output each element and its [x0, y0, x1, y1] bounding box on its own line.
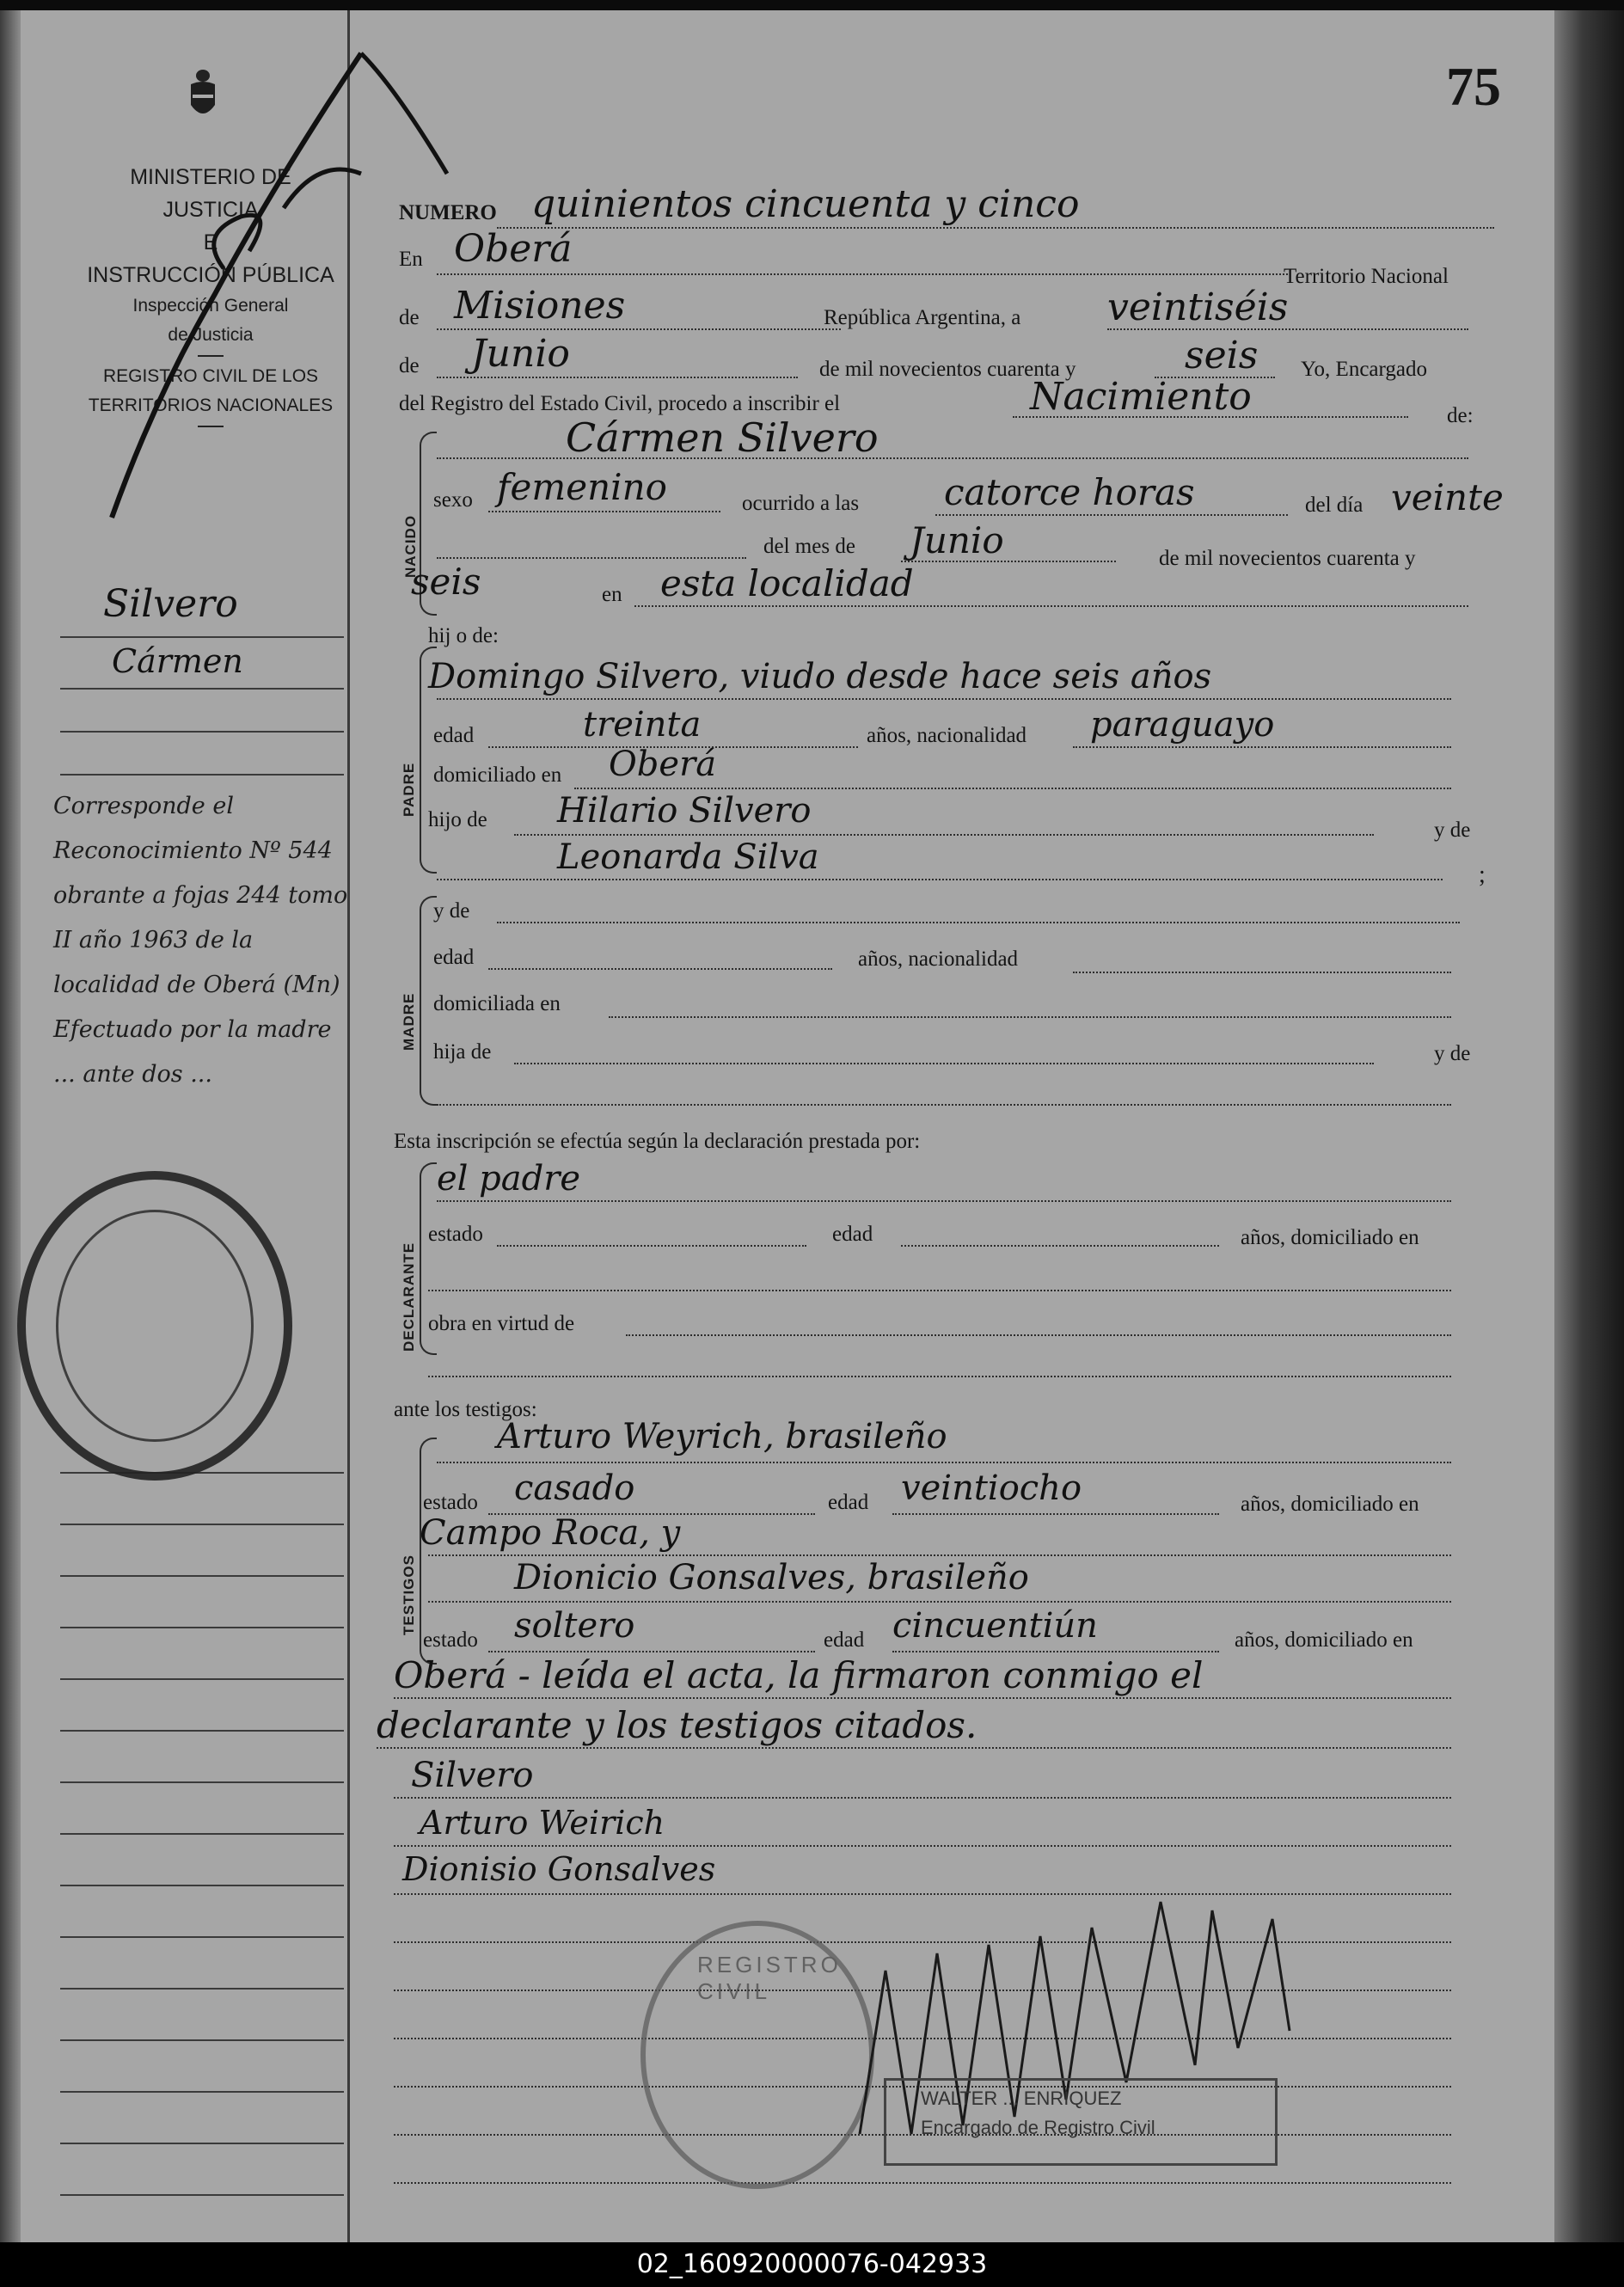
- nacido-anio-value: seis: [411, 561, 481, 603]
- t2-estado: soltero: [514, 1606, 635, 1646]
- t2-estado-label: estado: [423, 1628, 478, 1652]
- nacido-mil-label: de mil novecientos cuarenta y: [1159, 547, 1416, 570]
- padre-anios-label: años, nacionalidad: [867, 724, 1027, 747]
- ministry-line: de Justicia: [168, 325, 254, 345]
- obra-label: obra en virtud de: [428, 1312, 575, 1335]
- stamp-line2: Encargado de Registro Civil: [921, 2117, 1155, 2138]
- declarante-section-label: DECLARANTE: [401, 1242, 417, 1352]
- hora-value: catorce horas: [944, 471, 1195, 513]
- fill-line: [497, 227, 1494, 229]
- fill-line: [901, 1245, 1219, 1247]
- nacido-dia-value: veinte: [1391, 476, 1504, 518]
- dia-value: veintiséis: [1107, 285, 1289, 329]
- t1-anios-label: años, domiciliado en: [1241, 1493, 1419, 1516]
- margin-rule: [60, 1575, 344, 1577]
- en-lugar-label: en: [602, 583, 622, 606]
- margin-rule: [60, 688, 344, 690]
- registro-civil-seal: [640, 1921, 874, 2189]
- t1-estado-label: estado: [423, 1491, 478, 1514]
- fill-line: [488, 1651, 815, 1652]
- margin-rule: [60, 2143, 344, 2144]
- fill-line: [394, 1845, 1451, 1847]
- testigos-section-label: TESTIGOS: [401, 1554, 417, 1635]
- firma-declarante: Silvero: [411, 1756, 534, 1795]
- ministry-line: TERRITORIOS NACIONALES: [88, 395, 334, 415]
- ocurrido-label: ocurrido a las: [742, 492, 860, 515]
- margin-surname: Silvero: [103, 582, 238, 626]
- margin-rule: [60, 1988, 344, 1990]
- madre-edad-label: edad: [433, 946, 475, 969]
- margin-rule: [60, 1524, 344, 1525]
- page-number: 75: [1446, 56, 1501, 117]
- fill-line: [428, 1601, 1451, 1603]
- t1-edad-label: edad: [828, 1491, 869, 1514]
- padre-edad-label: edad: [433, 724, 475, 747]
- madre-section-label: MADRE: [401, 992, 417, 1051]
- en-label: En: [399, 248, 423, 271]
- fill-line: [377, 1747, 1451, 1749]
- testigo1-nombre: Arturo Weyrich, brasileño: [497, 1417, 947, 1456]
- padre-yde-label: y de: [1434, 819, 1471, 842]
- book-spine: [0, 10, 21, 2242]
- nacido-section-label: NACIDO: [402, 514, 419, 578]
- yo-label: Yo, Encargado: [1301, 358, 1427, 381]
- fill-line: [935, 514, 1288, 516]
- padre-nombre-value: Domingo Silvero, viudo desde hace seis años: [428, 657, 1212, 696]
- fill-line: [609, 1016, 1451, 1018]
- madre-yde2-label: y de: [1434, 1042, 1471, 1065]
- padre-section-label: PADRE: [401, 762, 417, 817]
- margin-rule: [60, 636, 344, 638]
- abuela-value: Leonarda Silva: [557, 837, 819, 877]
- fill-line: [437, 1200, 1451, 1202]
- closing-line1: Oberá - leída el acta, la firmaron conmigo el: [394, 1654, 1204, 1696]
- declaracion-label: Esta inscripción se efectúa según la declaración prestada por:: [394, 1130, 921, 1153]
- firma-testigo1: Arturo Weirich: [420, 1804, 665, 1842]
- fill-line: [437, 1104, 1451, 1106]
- margin-rule: [60, 2091, 344, 2093]
- fill-line: [488, 968, 832, 970]
- territorio-label: Territorio Nacional: [1284, 265, 1449, 288]
- registry-seal: [17, 1171, 292, 1481]
- numero-label: NUMERO: [399, 201, 497, 224]
- fill-line: [428, 1290, 1451, 1291]
- declarante-anios-label: años, domiciliado en: [1241, 1226, 1419, 1249]
- fill-line: [394, 1697, 1451, 1699]
- hijo-de-label: hijo de: [428, 808, 487, 831]
- fill-line: [1073, 972, 1451, 973]
- sexo-label: sexo: [433, 488, 473, 512]
- fill-line: [437, 328, 841, 330]
- mil-label: de mil novecientos cuarenta y: [819, 358, 1076, 381]
- republica-label: República Argentina, a: [824, 306, 1021, 329]
- abuelo-value: Hilario Silvero: [557, 791, 812, 831]
- en-value: Oberá: [454, 227, 573, 271]
- madre-domicilio-label: domiciliada en: [433, 992, 561, 1015]
- registrar-stamp: [884, 2078, 1278, 2166]
- fill-line: [437, 377, 798, 378]
- fill-line: [428, 1376, 1451, 1377]
- fill-line: [514, 834, 1374, 836]
- testigo2-nombre: Dionicio Gonsalves, brasileño: [514, 1558, 1029, 1597]
- ledger-page: [0, 10, 1565, 2242]
- margin-rule: [60, 2194, 344, 2196]
- declarante-estado-label: estado: [428, 1223, 483, 1246]
- fill-line: [437, 273, 1288, 275]
- seal-text: REGISTRO CIVIL: [697, 1952, 842, 2004]
- fill-line: [497, 922, 1460, 923]
- fill-line: [488, 511, 720, 512]
- margin-rule: [60, 731, 344, 733]
- fill-line: [437, 1462, 1451, 1463]
- fill-line: [626, 1334, 1451, 1336]
- declarante-value: el padre: [437, 1159, 581, 1199]
- declarante-edad-label: edad: [832, 1223, 873, 1246]
- fill-line: [394, 1797, 1451, 1799]
- sexo-value: femenino: [497, 466, 667, 508]
- de-label: de: [399, 306, 420, 329]
- de2-label: de: [399, 354, 420, 377]
- padre-edad-value: treinta: [583, 705, 702, 745]
- ministry-line: MINISTERIO DE JUSTICIA: [130, 165, 291, 222]
- testigos-label: ante los testigos:: [394, 1398, 537, 1421]
- firma-testigo2: Dionisio Gonsalves: [402, 1850, 716, 1888]
- nacionalidad-value: paraguayo: [1090, 705, 1275, 745]
- margin-rule: [60, 774, 344, 776]
- domicilio-label: domiciliado en: [433, 763, 562, 787]
- fill-line: [892, 1513, 1219, 1515]
- margin-rule: [60, 1678, 344, 1680]
- registro-label: del Registro del Estado Civil, procedo a inscribir el: [399, 392, 841, 415]
- madre-anios-label: años, nacionalidad: [858, 947, 1019, 971]
- fill-line: [514, 1063, 1374, 1064]
- image-caption: 02_160920000076-042933: [0, 2242, 1624, 2287]
- page-edge: [1554, 10, 1624, 2242]
- fill-line: [1073, 746, 1451, 748]
- hijo-label: hij o de:: [428, 624, 499, 647]
- margin-rule: [60, 2039, 344, 2041]
- domicilio-value: Oberá: [609, 745, 717, 784]
- closing-line2: declarante y los testigos citados.: [377, 1704, 977, 1746]
- acto-value: Nacimiento: [1030, 375, 1252, 419]
- ministry-line: REGISTRO CIVIL DE LOS: [102, 366, 319, 386]
- lugar-value: esta localidad: [660, 562, 914, 604]
- anio-value: seis: [1185, 334, 1259, 377]
- fill-line: [437, 698, 1451, 700]
- dia-label: del día: [1305, 494, 1364, 517]
- nacido-mes-value: Junio: [910, 519, 1004, 561]
- t1-domicilio: Campo Roca, y: [420, 1513, 681, 1553]
- fill-line: [497, 1245, 806, 1247]
- numero-value: quinientos cincuenta y cinco: [531, 182, 1080, 226]
- fill-line: [892, 1651, 1219, 1652]
- margin-rule: [60, 1833, 344, 1835]
- t2-edad: cincuentiún: [892, 1606, 1098, 1646]
- fill-line: [437, 879, 1443, 880]
- margin-given-name: Cármen: [112, 642, 243, 680]
- margin-rule: [60, 1781, 344, 1783]
- fill-line: [428, 1554, 1451, 1556]
- fill-line: [634, 605, 1468, 607]
- margin-rule: [60, 1730, 344, 1732]
- t2-edad-label: edad: [824, 1628, 865, 1652]
- semicolon: ;: [1479, 861, 1486, 888]
- margin-rule: [60, 1936, 344, 1938]
- mes-label: del mes de: [763, 535, 855, 558]
- fill-line: [574, 788, 1451, 789]
- ministry-line: Inspección General: [132, 296, 289, 316]
- t2-anios-label: años, domiciliado en: [1235, 1628, 1413, 1652]
- margin-rule: [60, 1885, 344, 1886]
- stamp-line1: WALTER ... ENRIQUEZ: [921, 2088, 1122, 2109]
- margin-annotation: Corresponde el Reconocimiento Nº 544 obrante a fojas 244 tomo II año 1963 de la localidad de Oberá (Mn) Efectuado por la madre ... ante dos ...: [53, 793, 348, 1088]
- margin-rule: [60, 1472, 344, 1474]
- de3-label: de:: [1447, 404, 1474, 427]
- handwritten-annotation: [77, 36, 473, 552]
- mes-value: Junio: [471, 332, 570, 376]
- territorio-value: Misiones: [454, 284, 626, 328]
- ministry-line: INSTRUCCIÓN PÚBLICA: [87, 263, 334, 287]
- nacido-nombre-value: Cármen Silvero: [566, 414, 879, 461]
- hija-de-label: hija de: [433, 1040, 492, 1064]
- ministry-line: E: [203, 230, 218, 254]
- fill-line: [437, 557, 746, 559]
- madre-yde-label: y de: [433, 899, 470, 923]
- t1-edad: veintiocho: [901, 1468, 1082, 1508]
- margin-rule: [60, 1627, 344, 1628]
- t1-estado: casado: [514, 1468, 635, 1508]
